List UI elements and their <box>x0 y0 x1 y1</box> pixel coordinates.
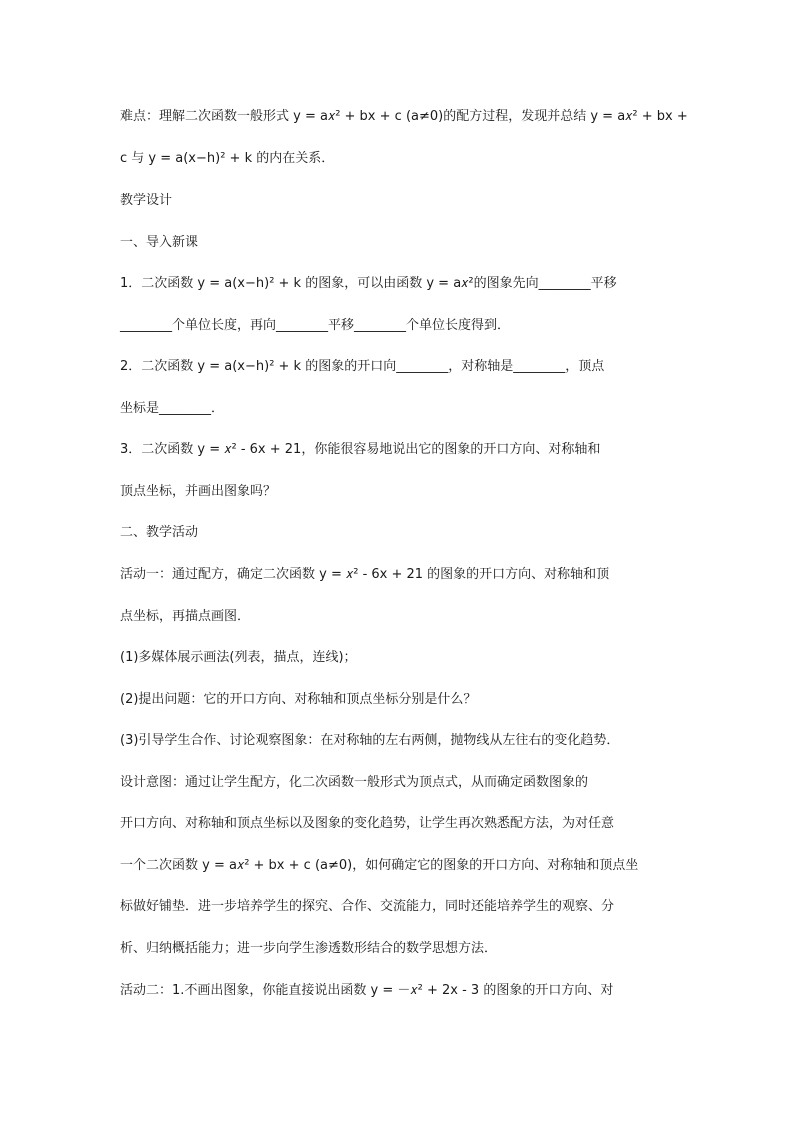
question-1-cont: ________个单位长度，再向________平移________个单位长度得到． <box>120 318 511 333</box>
question-2-cont: 坐标是________． <box>120 401 225 416</box>
design-intent-cont-2: 一个二次函数 y = a𝑥² + bx + c (a≠0)，如何确定它的图象的开口方向、对称轴和顶点坐 <box>120 858 639 873</box>
question-3-cont: 顶点坐标，并画出图象吗？ <box>120 484 277 499</box>
design-intent-cont-3: 标做好铺垫．进一步培养学生的探究、合作、交流能力，同时还能培养学生的观察、分 <box>120 899 615 914</box>
activity-1-step-1: (1)多媒体展示画法(列表，描点，连线)； <box>120 650 357 665</box>
question-3: 3．二次函数 y = 𝑥² - 6x + 21，你能很容易地说出它的图象的开口方向、对称轴和 <box>120 442 601 457</box>
activity-1: 活动一：通过配方，确定二次函数 y = 𝑥² - 6x + 21 的图象的开口方向、对称轴和顶 <box>120 567 610 582</box>
heading-teaching-design: 教学设计 <box>120 193 173 208</box>
question-2: 2．二次函数 y = a(x−h)² + k 的图象的开口向________，对称轴是________，顶点 <box>120 359 605 374</box>
heading-introduction: 一、导入新课 <box>120 235 199 250</box>
design-intent-cont-1: 开口方向、对称轴和顶点坐标以及图象的变化趋势，让学生再次熟悉配方法，为对任意 <box>120 816 615 831</box>
design-intent-cont-4: 析、归纳概括能力；进一步向学生渗透数形结合的数学思想方法． <box>120 941 498 956</box>
design-intent: 设计意图：通过让学生配方，化二次函数一般形式为顶点式，从而确定函数图象的 <box>120 775 589 790</box>
text-line-difficulty: 难点：理解二次函数一般形式 y = a𝑥² + bx + c (a≠0)的配方过程，发现并总结 y = a𝑥² + bx + <box>120 109 688 124</box>
activity-2: 活动二：1.不画出图象，你能直接说出函数 y = －𝑥² + 2x - 3 的图象的开口方向、对 <box>120 983 614 998</box>
question-1: 1．二次函数 y = a(x−h)² + k 的图象，可以由函数 y = a𝑥²的图象先向________平移 <box>120 276 617 291</box>
activity-1-step-2: (2)提出问题：它的开口方向、对称轴和顶点坐标分别是什么？ <box>120 692 477 707</box>
activity-1-cont: 点坐标，再描点画图． <box>120 609 251 624</box>
text-line-difficulty-cont: c 与 y = a(x−h)² + k 的内在关系． <box>120 151 335 166</box>
heading-activities: 二、教学活动 <box>120 525 199 540</box>
activity-1-step-3: (3)引导学生合作、讨论观察图象：在对称轴的左右两侧，抛物线从左往右的变化趋势． <box>120 733 620 748</box>
